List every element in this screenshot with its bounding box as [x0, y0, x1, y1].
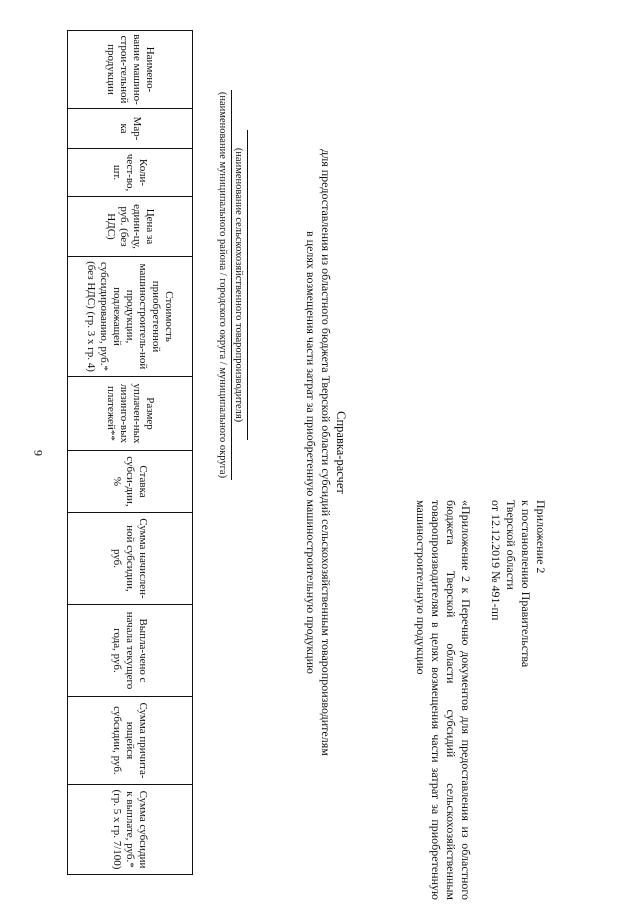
district-caption: (наименование муниципального района / городского округа / муниципального округа) [217, 91, 228, 479]
title-line: для предоставления из областного бюджета Тверской области субсидий сельскохозяйственным товаропроизводителям [319, 149, 333, 756]
district-name-line [231, 90, 232, 480]
producer-caption: (наименование сельскохозяйственного товаропроизводителя) [233, 147, 244, 423]
table-header-row [68, 31, 193, 875]
table-header-cell: Размер уплачен-ных лизинго-вых платежей** [68, 377, 193, 451]
table-header-cell: Ставка субси-дии, % [68, 451, 193, 513]
table-header-cell: Выпла-чено с начала текущего года, руб. [68, 605, 193, 697]
appendix-header-line: Тверской области [504, 500, 518, 590]
appendix-header-line: к постановлению Правительства [519, 500, 533, 668]
table-header-cell: Сумма причита-ющейся субсидии, руб. [68, 697, 193, 785]
subsidy-calculation-table [67, 30, 193, 875]
title-main: Справка-расчет [334, 411, 348, 494]
table-header-cell: Мар-ка [68, 109, 193, 149]
producer-name-line [247, 130, 248, 440]
table-header-cell: Коли-чест-во, шт. [68, 149, 193, 197]
appendix-header-line: Приложение 2 [534, 500, 548, 574]
page-number: 9 [31, 450, 46, 456]
appendix-quote: «Приложение 2 к Перечню документов для предоставления из областного бюджета Тверской области субсидий сельскохозяйственным товаропроизводителям в целях возмещения части затрат за приобретенную машиностроительную продукцию [414, 500, 473, 900]
appendix-header-line: от 12.12.2019 № 491-пп [489, 500, 503, 621]
table-header-cell: Стоимость приобретенной машиностроитель-ной продукции, подлежащей субсидированию, руб.* (без НДС) (гр. 3 х гр. 4) [68, 257, 193, 377]
title-line: в целях возмещения части затрат за приобретенную машиностроительную продукцию [304, 230, 318, 674]
appendix-header [488, 500, 548, 830]
table-header-cell: Сумма субсидии к выплате, руб.* (гр. 5 х гр. 7/100) [68, 785, 193, 875]
table-header-cell: Цена за едини-цу, руб. (без НДС) [68, 197, 193, 257]
document-title [303, 10, 348, 895]
table-header-cell: Сумма начислен-ной субсидии, руб. [68, 513, 193, 605]
table-header-cell: Наимено-вание машино-строи-тельной продукции [68, 31, 193, 109]
